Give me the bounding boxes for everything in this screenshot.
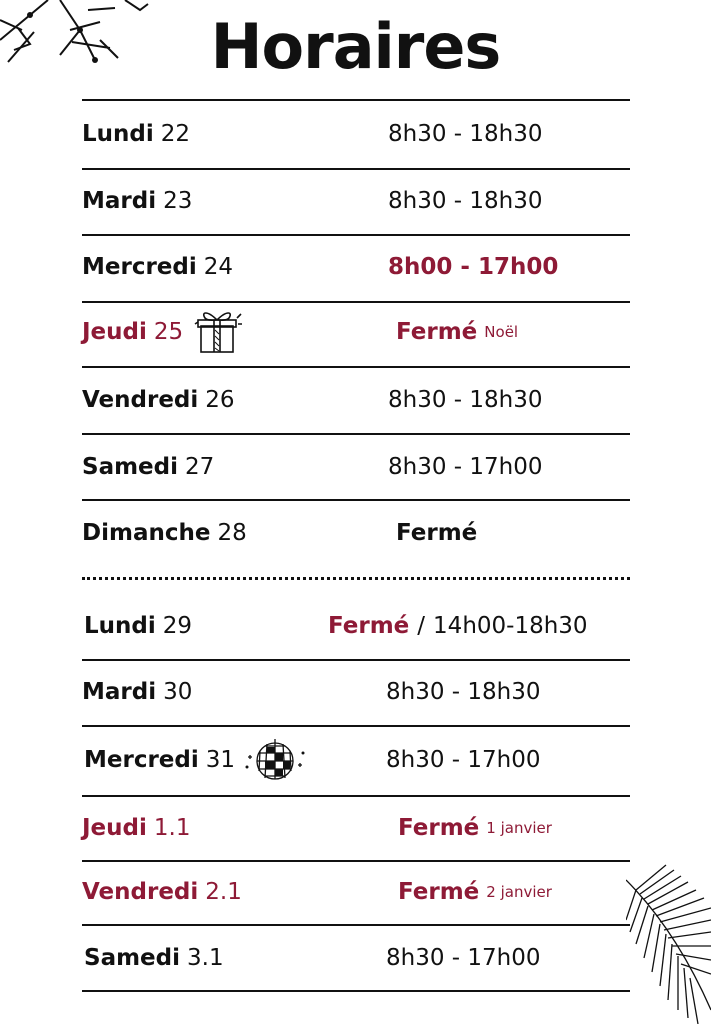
- day-number: 3.1: [187, 945, 224, 971]
- hours: [386, 740, 541, 780]
- hours: [396, 312, 518, 352]
- day-number: 23: [163, 188, 193, 214]
- hours: [398, 808, 552, 848]
- hours-text: 8h30 - 17h00: [386, 945, 541, 971]
- day-label: [84, 613, 192, 639]
- day-number: 27: [185, 454, 215, 480]
- schedule-row: [82, 872, 630, 912]
- schedule-row: [82, 672, 630, 712]
- hours-text: 8h00 - 17h00: [388, 254, 559, 280]
- hours: [328, 606, 588, 646]
- day-label: [82, 679, 192, 705]
- hours: [386, 672, 541, 712]
- divider: [82, 168, 630, 170]
- schedule-row: [82, 808, 630, 848]
- day-name: Mercredi: [84, 747, 199, 773]
- day-number: 22: [160, 121, 191, 147]
- day-name: Jeudi: [82, 815, 147, 841]
- day-name: Samedi: [82, 454, 178, 480]
- day-name: Lundi: [84, 613, 156, 639]
- day-number: 30: [163, 679, 193, 705]
- day-name: Dimanche: [82, 520, 211, 546]
- closed-label: Fermé: [398, 815, 480, 841]
- day-label: [82, 121, 190, 147]
- day-number: 26: [205, 387, 235, 413]
- hours-separator: /: [417, 613, 426, 639]
- day-number: 1.1: [153, 815, 191, 841]
- divider: [82, 659, 630, 661]
- day-label: [84, 945, 224, 971]
- hours-text: 8h30 - 18h30: [386, 679, 541, 705]
- closed-label: Fermé: [396, 520, 478, 546]
- divider: [82, 433, 630, 435]
- closed-note: 2 janvier: [486, 883, 552, 901]
- divider: [82, 499, 630, 501]
- divider: [82, 990, 630, 992]
- hours-text: 8h30 - 18h30: [388, 387, 543, 413]
- hours: [388, 181, 543, 221]
- hours: [388, 247, 558, 287]
- day-number: 31: [205, 747, 236, 773]
- schedule-row: [82, 740, 630, 780]
- day-label: [82, 879, 242, 905]
- schedule-row: [82, 312, 630, 352]
- hours: [388, 114, 543, 154]
- schedule-row: [82, 447, 630, 487]
- day-label: [82, 310, 243, 354]
- day-number: 2.1: [205, 879, 242, 905]
- divider: [82, 366, 630, 368]
- day-name: Lundi: [82, 121, 154, 147]
- day-label: [82, 254, 233, 280]
- schedule-row: [82, 181, 630, 221]
- divider: [82, 99, 630, 101]
- closed-label: Fermé: [396, 319, 478, 345]
- day-name: Samedi: [84, 945, 180, 971]
- day-number: 29: [162, 613, 193, 639]
- closed-note: Noël: [484, 323, 519, 341]
- hours: [388, 380, 543, 420]
- hours: [398, 872, 552, 912]
- day-label: [82, 387, 235, 413]
- hours-text: 8h30 - 17h00: [386, 747, 541, 773]
- disco-ball-icon: [245, 739, 305, 781]
- closed-note: 1 janvier: [486, 819, 552, 837]
- schedule-row: [82, 938, 630, 978]
- day-name: Vendredi: [82, 879, 199, 905]
- hours: [388, 447, 543, 487]
- hours-text: 8h30 - 17h00: [388, 454, 543, 480]
- week-separator: [82, 577, 630, 580]
- day-name: Vendredi: [82, 387, 199, 413]
- day-label: [82, 188, 192, 214]
- day-name: Mardi: [82, 188, 157, 214]
- hours-text: 8h30 - 18h30: [388, 121, 543, 147]
- schedule-row: [82, 380, 630, 420]
- schedule-row: [82, 513, 630, 553]
- page-title: Horaires: [210, 10, 501, 83]
- day-label: [84, 739, 305, 781]
- gift-icon: [193, 310, 243, 354]
- schedule-row: [82, 114, 630, 154]
- day-label: [82, 520, 247, 546]
- closed-label: Fermé: [328, 613, 410, 639]
- divider: [82, 234, 630, 236]
- day-label: [82, 815, 190, 841]
- day-number: 24: [203, 254, 234, 280]
- divider: [82, 725, 630, 727]
- hours: [386, 938, 541, 978]
- day-label: [82, 454, 214, 480]
- day-name: Jeudi: [82, 319, 147, 345]
- divider: [82, 795, 630, 797]
- day-name: Mercredi: [82, 254, 197, 280]
- schedule-row: [82, 606, 630, 646]
- hours: [396, 513, 477, 553]
- schedule-row: [82, 247, 630, 287]
- day-number: 28: [217, 520, 247, 546]
- closed-label: Fermé: [398, 879, 480, 905]
- pine-branch-icon: [626, 860, 711, 1024]
- divider: [82, 860, 630, 862]
- day-number: 25: [153, 319, 184, 345]
- divider: [82, 301, 630, 303]
- hours-text: 14h00-18h30: [433, 613, 588, 639]
- hours-text: 8h30 - 18h30: [388, 188, 543, 214]
- divider: [82, 924, 630, 926]
- day-name: Mardi: [82, 679, 157, 705]
